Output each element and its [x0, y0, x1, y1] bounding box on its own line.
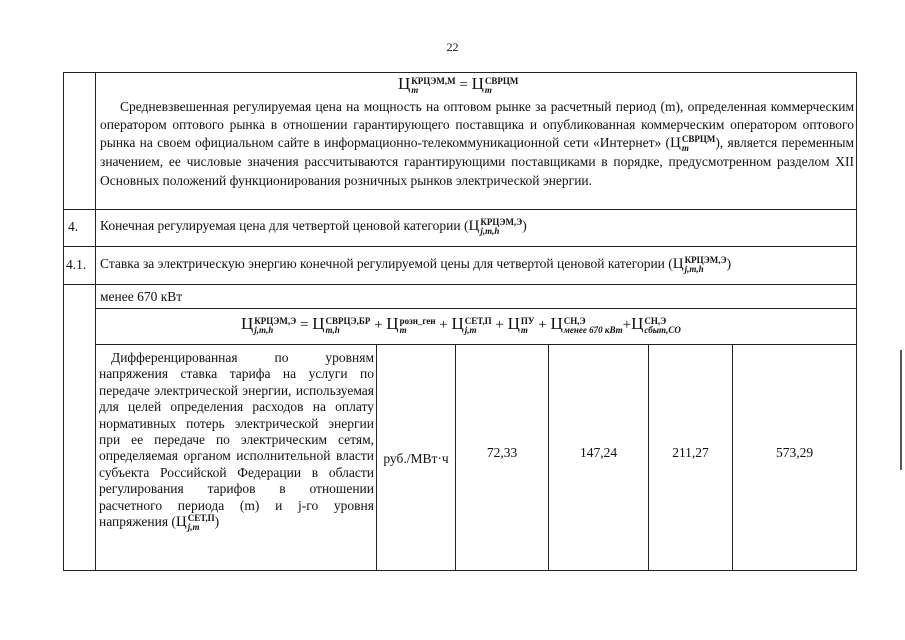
row-4-1-number: 4.1.: [66, 257, 87, 272]
tariff-description: Дифференцированная по уровням напряжения ставка тарифа на услуги по передаче электрической энергии, используемая для целей определения расходов на оплату нормативных потерь электрической энергии при ее передаче по электрическим сетям, определяемая органом исполнительной власти субъекта Российской Федерации в области регулирования тарифов в отношении расчетного периода (m) и j-го уровня напряжения (Ц СЕТ,П j,m ): [99, 350, 374, 533]
tariff-unit: руб./МВт·ч: [383, 451, 449, 466]
tariff-value-2: 147,24: [579, 445, 618, 460]
capacity-price-formula: Ц КРЦЭМ,М m = Ц СВРЦМ m: [398, 74, 519, 95]
row-4-title: Конечная регулируемая цена для четвертой ценовой категории (Ц КРЦЭМ,Э j,m,h ): [100, 216, 527, 236]
row-4-1-title: Ставка за электрическую энергию конечной регулируемой цены для четвертой ценовой категории (Ц КРЦЭМ,Э j,m,h ): [100, 254, 732, 274]
capacity-price-description: Средневзвешенная регулируемая цена на мощность на оптовом рынке за расчетный период (m), определенная коммерческим оператором оптового рынка в отношении гарантирующего поставщика и опубликованная коммерческим оператором оптового рынка на своем официальном сайте в информационно-телекоммуникационной сети «Интернет» (Ц СВРЦМ m ), является переменным значением, ее числовые значения рассчитываются гарантирующими поставщиками в порядке, предусмотренном разделом XII Основных положений функционирования розничных рынков электрической энергии.: [100, 99, 854, 188]
tariff-value-3: 211,27: [672, 445, 709, 460]
scan-edge-mark: [900, 350, 902, 470]
tariff-value-4: 573,29: [775, 445, 814, 460]
page-number: 22: [446, 40, 459, 54]
energy-rate-formula: Ц КРЦЭМ,Э j,m,h = Ц СВРЦЭ,БР m,h + Ц розн_ген m + Ц СЕТ,П j,m + Ц ПУ m + Ц СН,Э менее 670 кВт +Ц СН,Э сбыт,СО: [241, 314, 681, 335]
row-4-number: 4.: [68, 219, 79, 234]
tariff-value-1: 72,33: [486, 445, 518, 460]
capacity-category-label: менее 670 кВт: [100, 289, 183, 304]
